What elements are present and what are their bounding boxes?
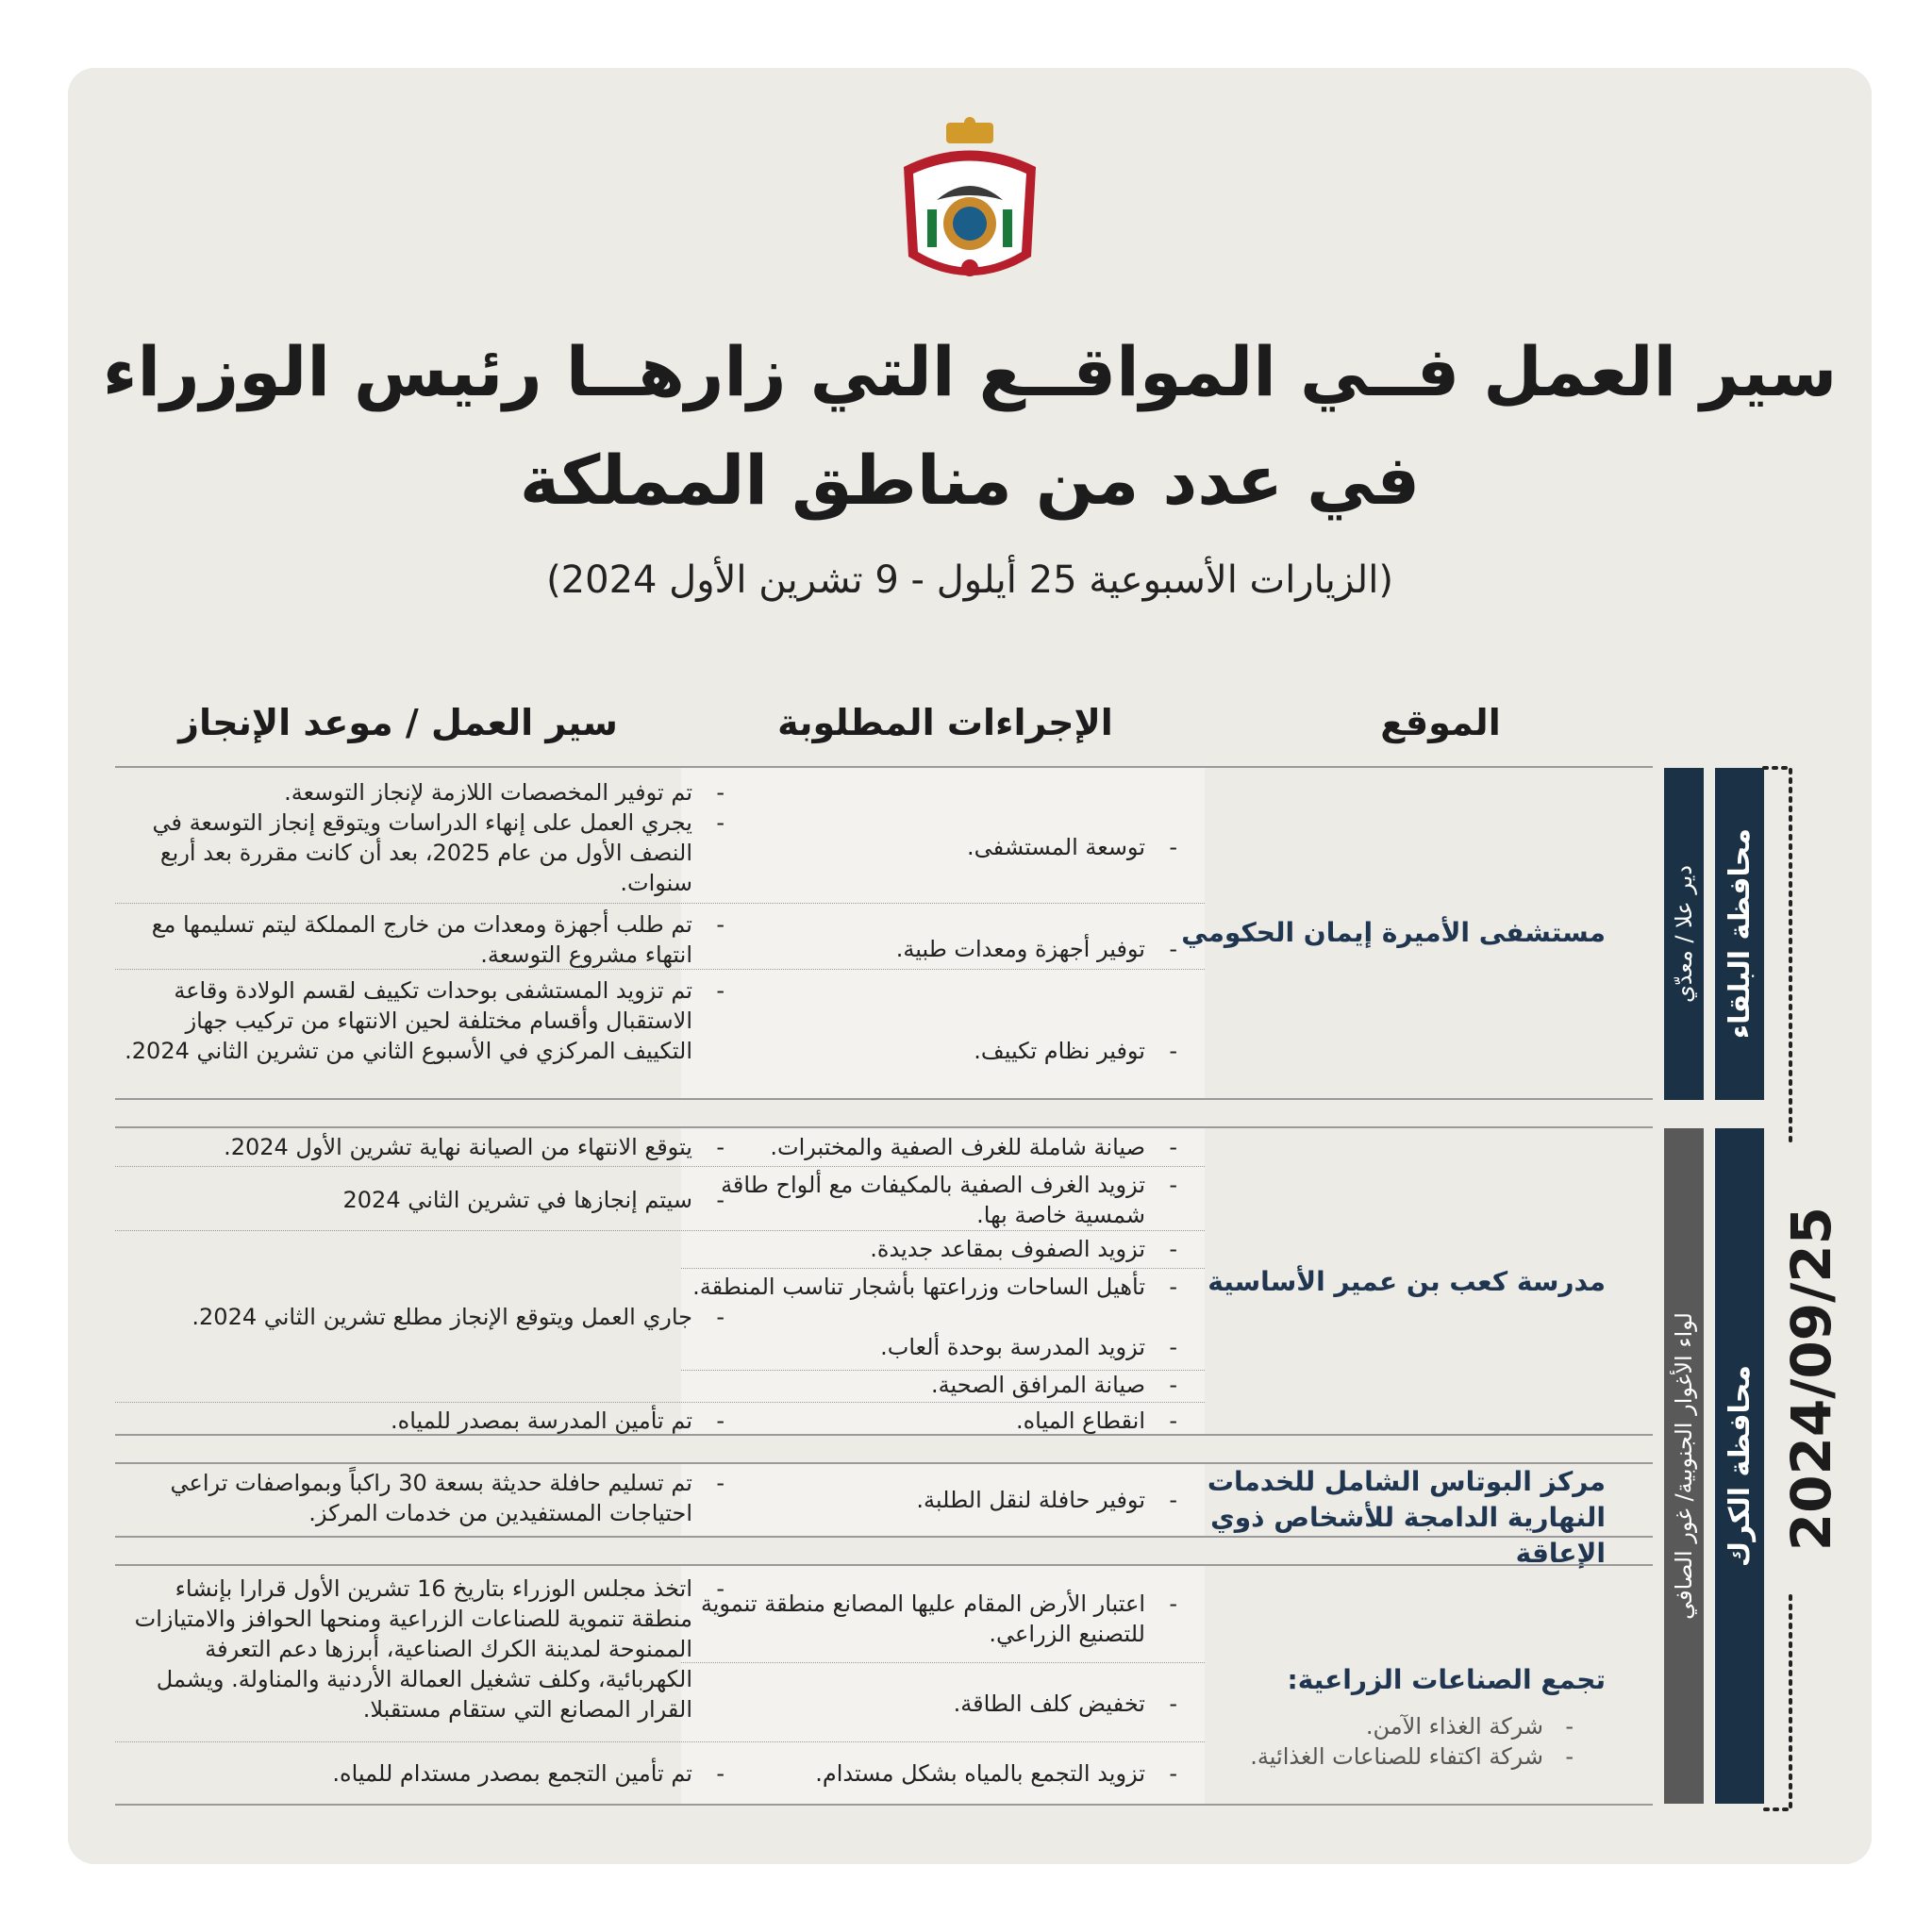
district-label-balqa: دير علا / معدّي [1664,768,1704,1100]
page-subtitle: (الزيارات الأسبوعية 25 أيلول - 9 تشرين الأول 2024) [546,558,1393,602]
progress-item: - يتوقع الانتهاء من الصيانة نهاية تشرين الأول 2024. [125,1132,728,1162]
location-hospital: مستشفى الأميرة إيمان الحكومي [1181,917,1606,948]
progress-item: - سيتم إنجازها في تشرين الثاني 2024 [125,1185,728,1215]
progress-item: - يجري العمل على إنهاء الدراسات ويتوقع إنجاز التوسعة في النصف الأول من عام 2025، بعد أن كانت مقررة بعد أربع سنوات. [125,808,728,898]
column-header-progress: سير العمل / موعد الإنجاز [178,702,618,743]
progress-item: - تم توفير المخصصات اللازمة لإنجاز التوسعة. [125,777,728,808]
location-school: مدرسة كعب بن عمير الأساسية [1208,1266,1606,1297]
action-item: - تزويد الغرف الصفية بالمكيفات مع ألواح طاقة شمسية خاصة بها. [643,1170,1181,1230]
company-item: - شركة اكتفاء للصناعات الغذائية. [1181,1741,1577,1772]
action-item: - توسعة المستشفى. [643,832,1181,862]
district-label-karak: لواء الأغوار الجنوبية/ غور الصافي [1664,1128,1704,1804]
action-item: - تأهيل الساحات وزراعتها بأشجار تناسب المنطقة. [643,1272,1181,1302]
action-item: - انقطاع المياه. [643,1406,1181,1436]
governorate-label-karak: محافظة الكرك [1715,1128,1764,1804]
page-title-line1: سير العمل فــي المواقــع التي زارهــا رئيس الوزراء [102,332,1838,411]
action-item: - تخفيض كلف الطاقة. [643,1689,1181,1719]
page-title-line2: في عدد من مناطق المملكة [519,441,1421,520]
visit-date: 2024/09/25 [1779,1207,1843,1552]
location-industry: تجمع الصناعات الزراعية: [1287,1664,1606,1695]
column-header-actions: الإجراءات المطلوبة [777,702,1113,743]
progress-item: - اتخذ مجلس الوزراء بتاريخ 16 تشرين الأول قرارا بإنشاء منطقة تنموية للصناعات الزراعية ومنحها الحوافز والامتيازات الممنوحة لمدينة الكرك الصناعية، أبرزها دعم التعرفة الكهربائية، وكلف تشغيل العمالة الأردنية والمناولة. ويشمل القرار المصانع التي ستقام مستقبلا. [125,1574,728,1724]
progress-item: - تم تأمين المدرسة بمصدر للمياه. [125,1406,728,1436]
action-item: - صيانة المرافق الصحية. [643,1370,1181,1400]
action-item: - صيانة شاملة للغرف الصفية والمختبرات. [643,1132,1181,1162]
column-header-location: الموقع [1380,702,1501,743]
action-item: - اعتبار الأرض المقام عليها المصانع منطقة تنموية للتصنيع الزراعي. [643,1589,1181,1649]
action-item: - تزويد المدرسة بوحدة ألعاب. [643,1332,1181,1362]
action-item: - توفير أجهزة ومعدات طبية. [643,934,1181,964]
progress-item: - جاري العمل ويتوقع الإنجاز مطلع تشرين الثاني 2024. [125,1302,728,1332]
progress-item: - تم طلب أجهزة ومعدات من خارج المملكة ليتم تسليمها مع انتهاء مشروع التوسعة. [125,909,728,970]
company-item: - شركة الغذاء الآمن. [1181,1711,1577,1741]
progress-item: - تم تأمين التجمع بمصدر مستدام للمياه. [125,1758,728,1789]
progress-item: - تم تزويد المستشفى بوحدات تكييف لقسم الولادة وقاعة الاستقبال وأقسام مختلفة لحين الانتهاء من تركيب جهاز التكييف المركزي في الأسبوع الثاني من تشرين الثاني 2024. [125,975,728,1066]
action-item: - توفير حافلة لنقل الطلبة. [643,1485,1181,1515]
location-center: مركز البوتاس الشامل للخدمات النهارية الدامجة للأشخاص ذوي الإعاقة [1207,1466,1606,1569]
action-item: - تزويد الصفوف بمقاعد جديدة. [643,1234,1181,1264]
action-item: - تزويد التجمع بالمياه بشكل مستدام. [643,1758,1181,1789]
governorate-label-balqa: محافظة البلقاء [1715,768,1764,1100]
infographic-card [68,68,1872,1864]
jordan-coat-of-arms-icon [890,115,1050,294]
action-item: - توفير نظام تكييف. [643,1036,1181,1066]
progress-item: - تم تسليم حافلة حديثة بسعة 30 راكباً وبمواصفات تراعي احتياجات المستفيدين من خدمات المركز. [125,1468,728,1528]
